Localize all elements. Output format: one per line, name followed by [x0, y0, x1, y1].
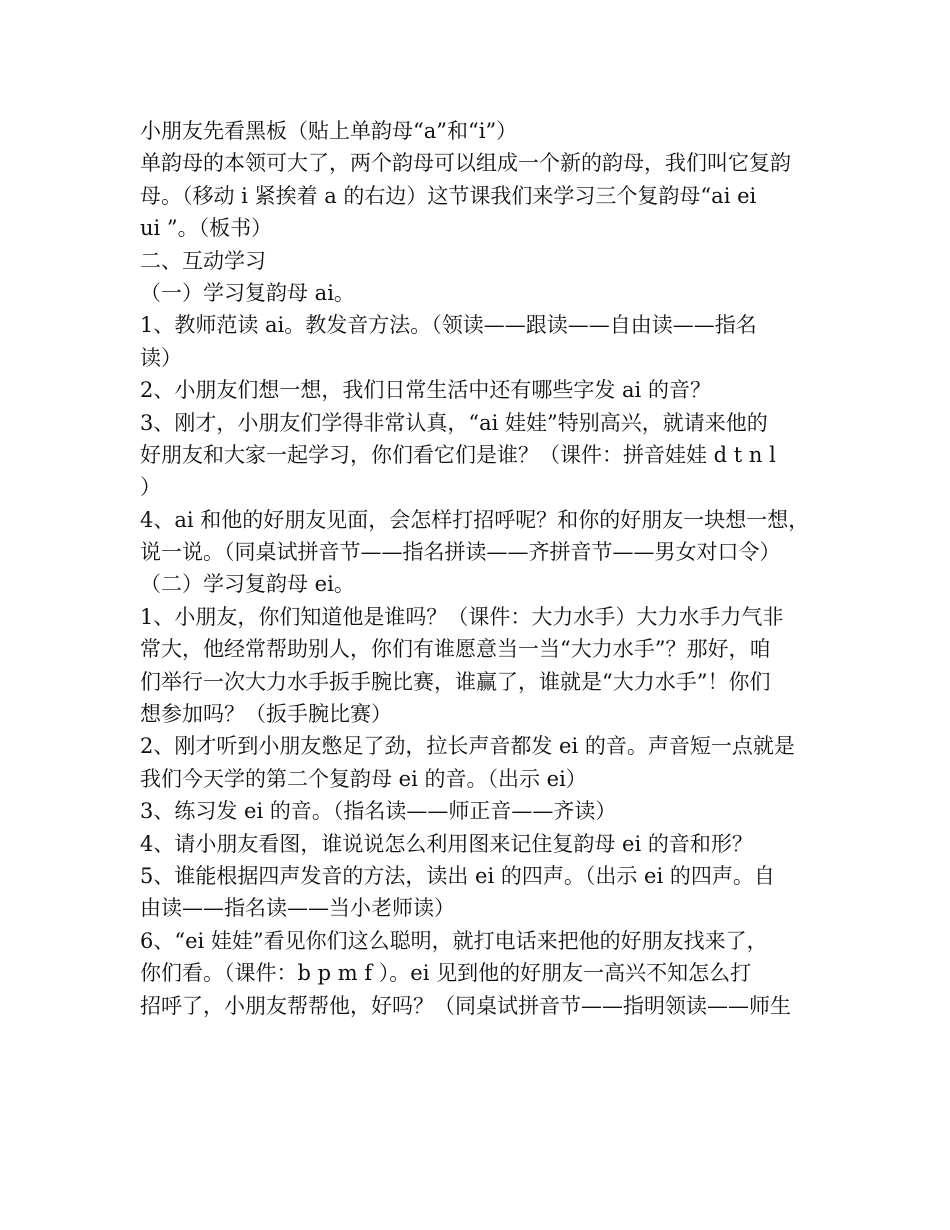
text-line: 我们今天学的第二个复韵母 ei 的音。（出示 ei） [140, 766, 587, 791]
text-line: 4、ai 和他的好朋友见面，会怎样打招呼呢？和你的好朋友一块想一想， [140, 507, 810, 532]
subsection-heading: （一）学习复韵母 ai。 [140, 280, 355, 305]
text-line: 小朋友先看黑板（贴上单韵母“a”和“i”） [140, 119, 518, 143]
document-body [140, 115, 820, 1022]
subsection-heading: （二）学习复韵母 ei。 [140, 572, 355, 597]
text-line: 3、刚才，小朋友们学得非常认真，“ai 娃娃”特别高兴，就请来他的 [140, 410, 768, 435]
text-line: 1、教师范读 ai。教发音方法。（领读——跟读——自由读——指名 [140, 313, 757, 338]
text-line: 由读——指名读——当小老师读） [140, 896, 455, 921]
section-heading: 二、互动学习 [140, 248, 266, 273]
text-line: 2、小朋友们想一想，我们日常生活中还有哪些字发 ai 的音？ [140, 378, 711, 403]
text-line: 1、小朋友，你们知道他是谁吗？（课件：大力水手）大力水手力气非 [140, 604, 784, 629]
text-line: 2、刚才听到小朋友憋足了劲，拉长声音都发 ei 的音。声音短一点就是 [140, 734, 795, 759]
text-line: 你们看。（课件：b p m f ）。ei 见到他的好朋友一高兴不知怎么打 [140, 961, 752, 986]
text-line: 3、练习发 ei 的音。（指名读——师正音——齐读） [140, 799, 617, 824]
text-line: 读） [140, 345, 182, 370]
text-line: ） [140, 475, 161, 500]
text-line: 说一说。（同桌试拼音节——指名拼读——齐拼音节——男女对口令） [140, 540, 781, 565]
text-line: 招呼了，小朋友帮帮他，好吗？（同桌试拼音节——指明领读——师生 [140, 993, 791, 1018]
text-line: 常大，他经常帮助别人，你们有谁愿意当一当“大力水手”？那好，咱 [140, 637, 771, 662]
text-line: 好朋友和大家一起学习，你们看它们是谁？（课件：拼音娃娃 d t n l [140, 442, 776, 467]
text-line: 母。（移动 i 紧挨着 a 的右边）这节课我们来学习三个复韵母“ai ei [140, 183, 757, 208]
text-line: 4、请小朋友看图，谁说说怎么利用图来记住复韵母 ei 的音和形？ [140, 831, 753, 856]
text-line: 们举行一次大力水手扳手腕比赛，谁赢了，谁就是“大力水手”！你们 [140, 669, 771, 694]
text-line: 6、“ei 娃娃”看见你们这么聪明，就打电话来把他的好朋友找来了， [140, 928, 768, 953]
text-line: ui ”。（板书） [140, 216, 273, 241]
text-line: 单韵母的本领可大了，两个韵母可以组成一个新的韵母，我们叫它复韵 [140, 151, 791, 176]
text-line: 5、谁能根据四声发音的方法，读出 ei 的四声。（出示 ei 的四声。自 [140, 863, 775, 888]
text-line: 想参加吗？（扳手腕比赛） [140, 702, 392, 727]
